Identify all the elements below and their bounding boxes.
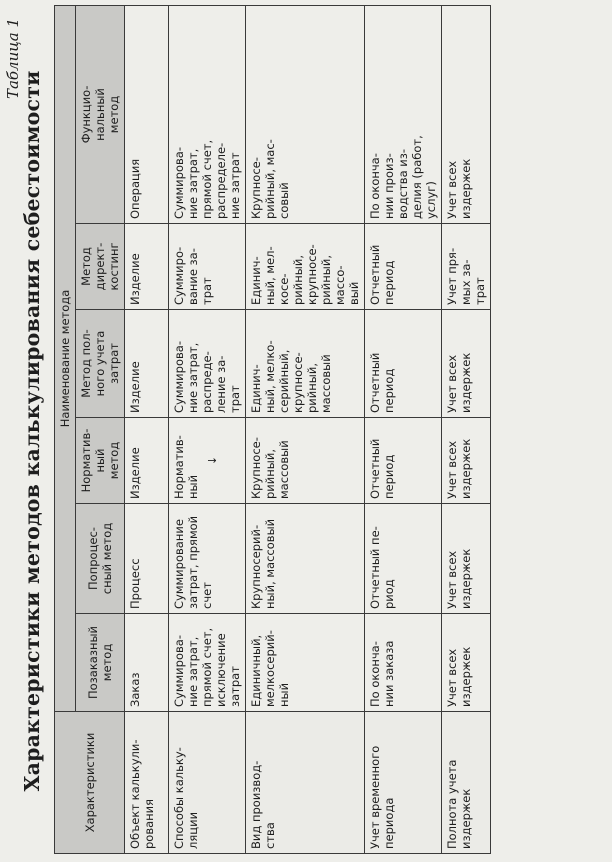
table-cell: Суммирование затрат, прямой счет <box>169 504 246 614</box>
table-cell: Суммирова- ние затрат, прямой счет, распределе- ние затрат <box>169 5 246 223</box>
group-header-cell: Наименование метода <box>55 5 76 711</box>
column-header-order: Позаказный метод <box>76 614 125 712</box>
table-cell: Процесс <box>125 504 169 614</box>
table-cell: Изделие <box>125 418 169 504</box>
table-cell: Заказ <box>125 614 169 712</box>
table-row <box>365 5 442 853</box>
table-cell: Учет всех издержек <box>442 5 491 223</box>
column-header-full-cost: Метод пол- ного учета затрат <box>76 310 125 418</box>
table-cell: Единич- ный, мелко- серийный, крупносе- рийный, массовый <box>246 310 365 418</box>
table-cell: Суммиро- вание за- трат <box>169 224 246 310</box>
table-cell: Отчетный период <box>365 310 442 418</box>
table-cell: Учет пря- мых за- трат <box>442 224 491 310</box>
table-cell: Учет всех издержек <box>442 614 491 712</box>
header-row-group <box>55 5 76 853</box>
column-header-normative: Норматив- ный метод <box>76 418 125 504</box>
row-header-cell: Характеристики <box>55 712 125 854</box>
table-cell: Операция <box>125 5 169 223</box>
row-label: Способы кальку- ляции <box>169 712 246 854</box>
table-cell: Изделие <box>125 224 169 310</box>
table-cell: Суммирова- ние затрат, распреде- ление за- трат <box>169 310 246 418</box>
table-cell: Учет всех издержек <box>442 310 491 418</box>
table-cell: Суммирова- ние затрат, прямой счет, исключение затрат <box>169 614 246 712</box>
table-cell: Отчетный период <box>365 224 442 310</box>
table-cell: Изделие <box>125 310 169 418</box>
table-cell: Единич- ный, мел- косе- рийный, крупносе- рийный, массо- вый <box>246 224 365 310</box>
table-cell: Крупносе- рийный, мас- совый <box>246 5 365 223</box>
table-caption: Таблица 1 <box>4 18 22 100</box>
costing-methods-table <box>54 5 491 854</box>
table-row <box>442 5 491 853</box>
column-header-functional: Функцио- нальный метод <box>76 5 125 223</box>
table-cell: По оконча- нии заказа <box>365 614 442 712</box>
table-cell: Учет всех издержек <box>442 418 491 504</box>
table-row <box>169 5 246 853</box>
table-cell: По оконча- нии произ- водства из- делия (работ, услуг) <box>365 5 442 223</box>
row-label: Полнота учета издержек <box>442 712 491 854</box>
table-row <box>246 5 365 853</box>
page-title: Характеристики методов калькулирования себестоимости <box>20 70 44 792</box>
cell-text: Норматив- ный <box>172 435 201 499</box>
table-cell: Крупносерий- ный, массовый <box>246 504 365 614</box>
table-cell: Единичный, мелкосерий- ный <box>246 614 365 712</box>
row-label: Вид производ- ства <box>246 712 365 854</box>
table-cell <box>169 418 246 504</box>
table-cell: Отчетный период <box>365 418 442 504</box>
column-header-process: Попроцес- сный метод <box>76 504 125 614</box>
table-cell: Крупносе- рийный, массовый <box>246 418 365 504</box>
column-header-direct-costing: Метод директ- костинг <box>76 224 125 310</box>
table-cell: Отчетный пе- риод <box>365 504 442 614</box>
table-cell: Учет всех издержек <box>442 504 491 614</box>
row-label: Учет временного периода <box>365 712 442 854</box>
arrow-mark: ↓ <box>206 455 220 466</box>
row-label: Объект калькули- рования <box>125 712 169 854</box>
table-row <box>125 5 169 853</box>
